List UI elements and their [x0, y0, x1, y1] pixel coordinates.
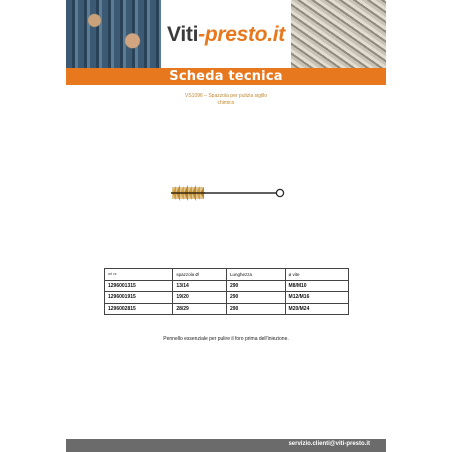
- tools-photo: [66, 0, 161, 68]
- logo-main: Viti: [167, 22, 199, 46]
- cell-vite: M20/M24: [285, 303, 348, 315]
- col-header-art: art vs: [105, 269, 173, 281]
- col-header-spazzola: spazzola Ø: [173, 269, 227, 281]
- table-header-row: [105, 269, 349, 281]
- sheet-title: Scheda tecnica: [169, 69, 283, 84]
- footer-email[interactable]: servizio.clienti@viti-presto.it: [288, 441, 370, 447]
- screws-photo: [291, 0, 386, 68]
- cell-art: 1296001915: [105, 292, 173, 304]
- product-note: Pennello essenziale per pulire il foro prima dell'iniezione.: [163, 336, 289, 342]
- cell-vite: M8/M10: [285, 280, 348, 292]
- cell-lunghezza: 290: [226, 280, 285, 292]
- cell-art: 1296001315: [105, 280, 173, 292]
- cell-spazzola: 19/20: [173, 292, 227, 304]
- cell-vite: M12/M16: [285, 292, 348, 304]
- table-row: [105, 303, 349, 315]
- table-row: [105, 292, 349, 304]
- logo-text: [167, 24, 285, 45]
- logo: [161, 0, 291, 68]
- header-banner: [66, 0, 386, 68]
- cell-spazzola: 13/14: [173, 280, 227, 292]
- cell-lunghezza: 290: [226, 292, 285, 304]
- datasheet-page: [66, 0, 386, 452]
- logo-accent: -presto.it: [198, 22, 285, 46]
- product-title-line1: VS1096 – Spazzola per pulizia sigillo: [185, 93, 267, 99]
- product-title-line2: chimico: [217, 100, 235, 106]
- brush-ring: [276, 189, 283, 196]
- brush-icon: [170, 185, 286, 201]
- cell-art: 1296002815: [105, 303, 173, 315]
- product-title: [66, 93, 386, 107]
- col-header-lunghezza: Lunghezza: [226, 269, 285, 281]
- brush-bristles: [171, 185, 205, 201]
- footer-bar: [66, 439, 386, 452]
- table-row: [105, 280, 349, 292]
- cell-spazzola: 28/29: [173, 303, 227, 315]
- sheet-title-bar: [66, 68, 386, 85]
- cell-lunghezza: 290: [226, 303, 285, 315]
- col-header-vite: ø vite: [285, 269, 348, 281]
- spec-table: [104, 268, 349, 315]
